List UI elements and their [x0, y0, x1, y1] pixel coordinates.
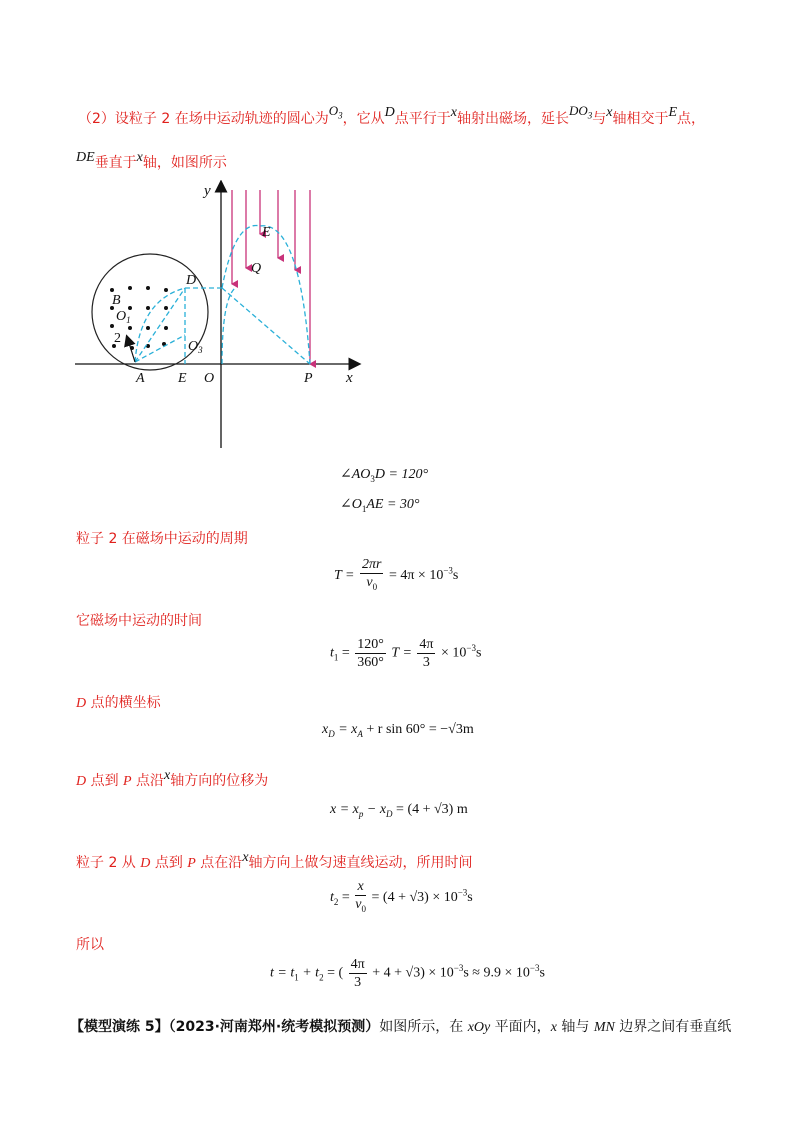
x-symbol-3: x	[136, 150, 143, 165]
de-symbol: DE	[76, 150, 95, 165]
uniform-motion-label: 粒子 2 从 D 点到 P 点在沿x轴方向上做匀速直线运动，所用时间	[76, 850, 473, 871]
particle-velocity-arrow	[128, 340, 135, 362]
label-A: A	[136, 371, 145, 386]
period-eq: T = $\frac{2\pi r}{v_0}$ = $4\pi \times 10^{-3}s$	[334, 557, 459, 592]
label-Q: Q	[251, 261, 262, 276]
angle-eq-1: $\angle AO_3D = 120^\circ$	[340, 467, 429, 484]
trajectory-dashed	[135, 226, 310, 364]
time-eq-1: $t_1$ = $\frac{120^\circ}{360^\circ}$ T = $\frac{4\pi}{3}$ × $10^{-3}s$	[330, 637, 482, 670]
label-O: O	[204, 371, 215, 386]
label-E-top: E	[262, 225, 271, 240]
x-symbol-2: x	[606, 105, 613, 120]
trajectory-figure	[70, 180, 370, 455]
label-D: D	[186, 273, 197, 288]
y-axis-label: y	[204, 183, 211, 199]
label-P: P	[304, 371, 313, 386]
displacement-eq: $x = x_p - x_D = (4 + √3)$ m	[330, 802, 468, 819]
label-particle-2: 2	[114, 331, 121, 346]
next-problem-line: 【模型演练 5】（2023·河南郑州·统考模拟预测）如图所示，在 xOy 平面内，x 轴与 MN 边界之间有垂直纸	[70, 1019, 732, 1035]
time-eq-2: $t_2$ = $\frac{x}{v_0}$ = $(4 + √3) \times 10^{-3}s$	[330, 879, 473, 914]
time-label: 它磁场中运动的时间	[76, 613, 202, 629]
o3-symbol: $O_3$	[328, 103, 343, 121]
label-E-bottom: E	[178, 371, 187, 386]
label-O3: $O_3$	[188, 339, 203, 355]
do3-symbol: $DO_3$	[568, 103, 593, 121]
intro-line-2: DE垂直于x轴，如图所示	[76, 150, 227, 171]
d-symbol: D	[384, 105, 395, 120]
x-symbol: x	[450, 105, 457, 120]
total-time-eq: $t = t_1 + t_2$ = ( $\frac{4\pi}{3}$ + $4 + √3) \times 10^{-3}s \approx 9.9 \times 10^{-3}s$	[270, 957, 545, 990]
label-B: B	[112, 293, 121, 308]
period-label: 粒子 2 在磁场中运动的周期	[76, 531, 248, 547]
d-coord-label: D 点的横坐标	[76, 695, 161, 711]
e-symbol: E	[668, 105, 678, 120]
d-coord-eq: $x_D = x_A + r$ sin 60° = −√3m	[322, 722, 474, 739]
intro-line-1: （2）设粒子 2 在场中运动轨迹的圆心为$O_3$，它从D点平行于x轴射出磁场，延长$DO_3$与x轴相交于E点，	[78, 103, 706, 127]
displacement-label: D 点到 P 点沿x轴方向的位移为	[76, 768, 269, 789]
problem-source: （2023·河南郑州·统考模拟预测）	[168, 1019, 380, 1035]
angle-eq-2: $\angle O_1AE = 30^\circ$	[340, 497, 420, 514]
label-O1: $O_1$	[116, 309, 131, 325]
problem-tag: 【模型演练 5】	[70, 1019, 169, 1035]
x-axis-label: x	[346, 370, 353, 386]
so-label: 所以	[76, 937, 104, 953]
